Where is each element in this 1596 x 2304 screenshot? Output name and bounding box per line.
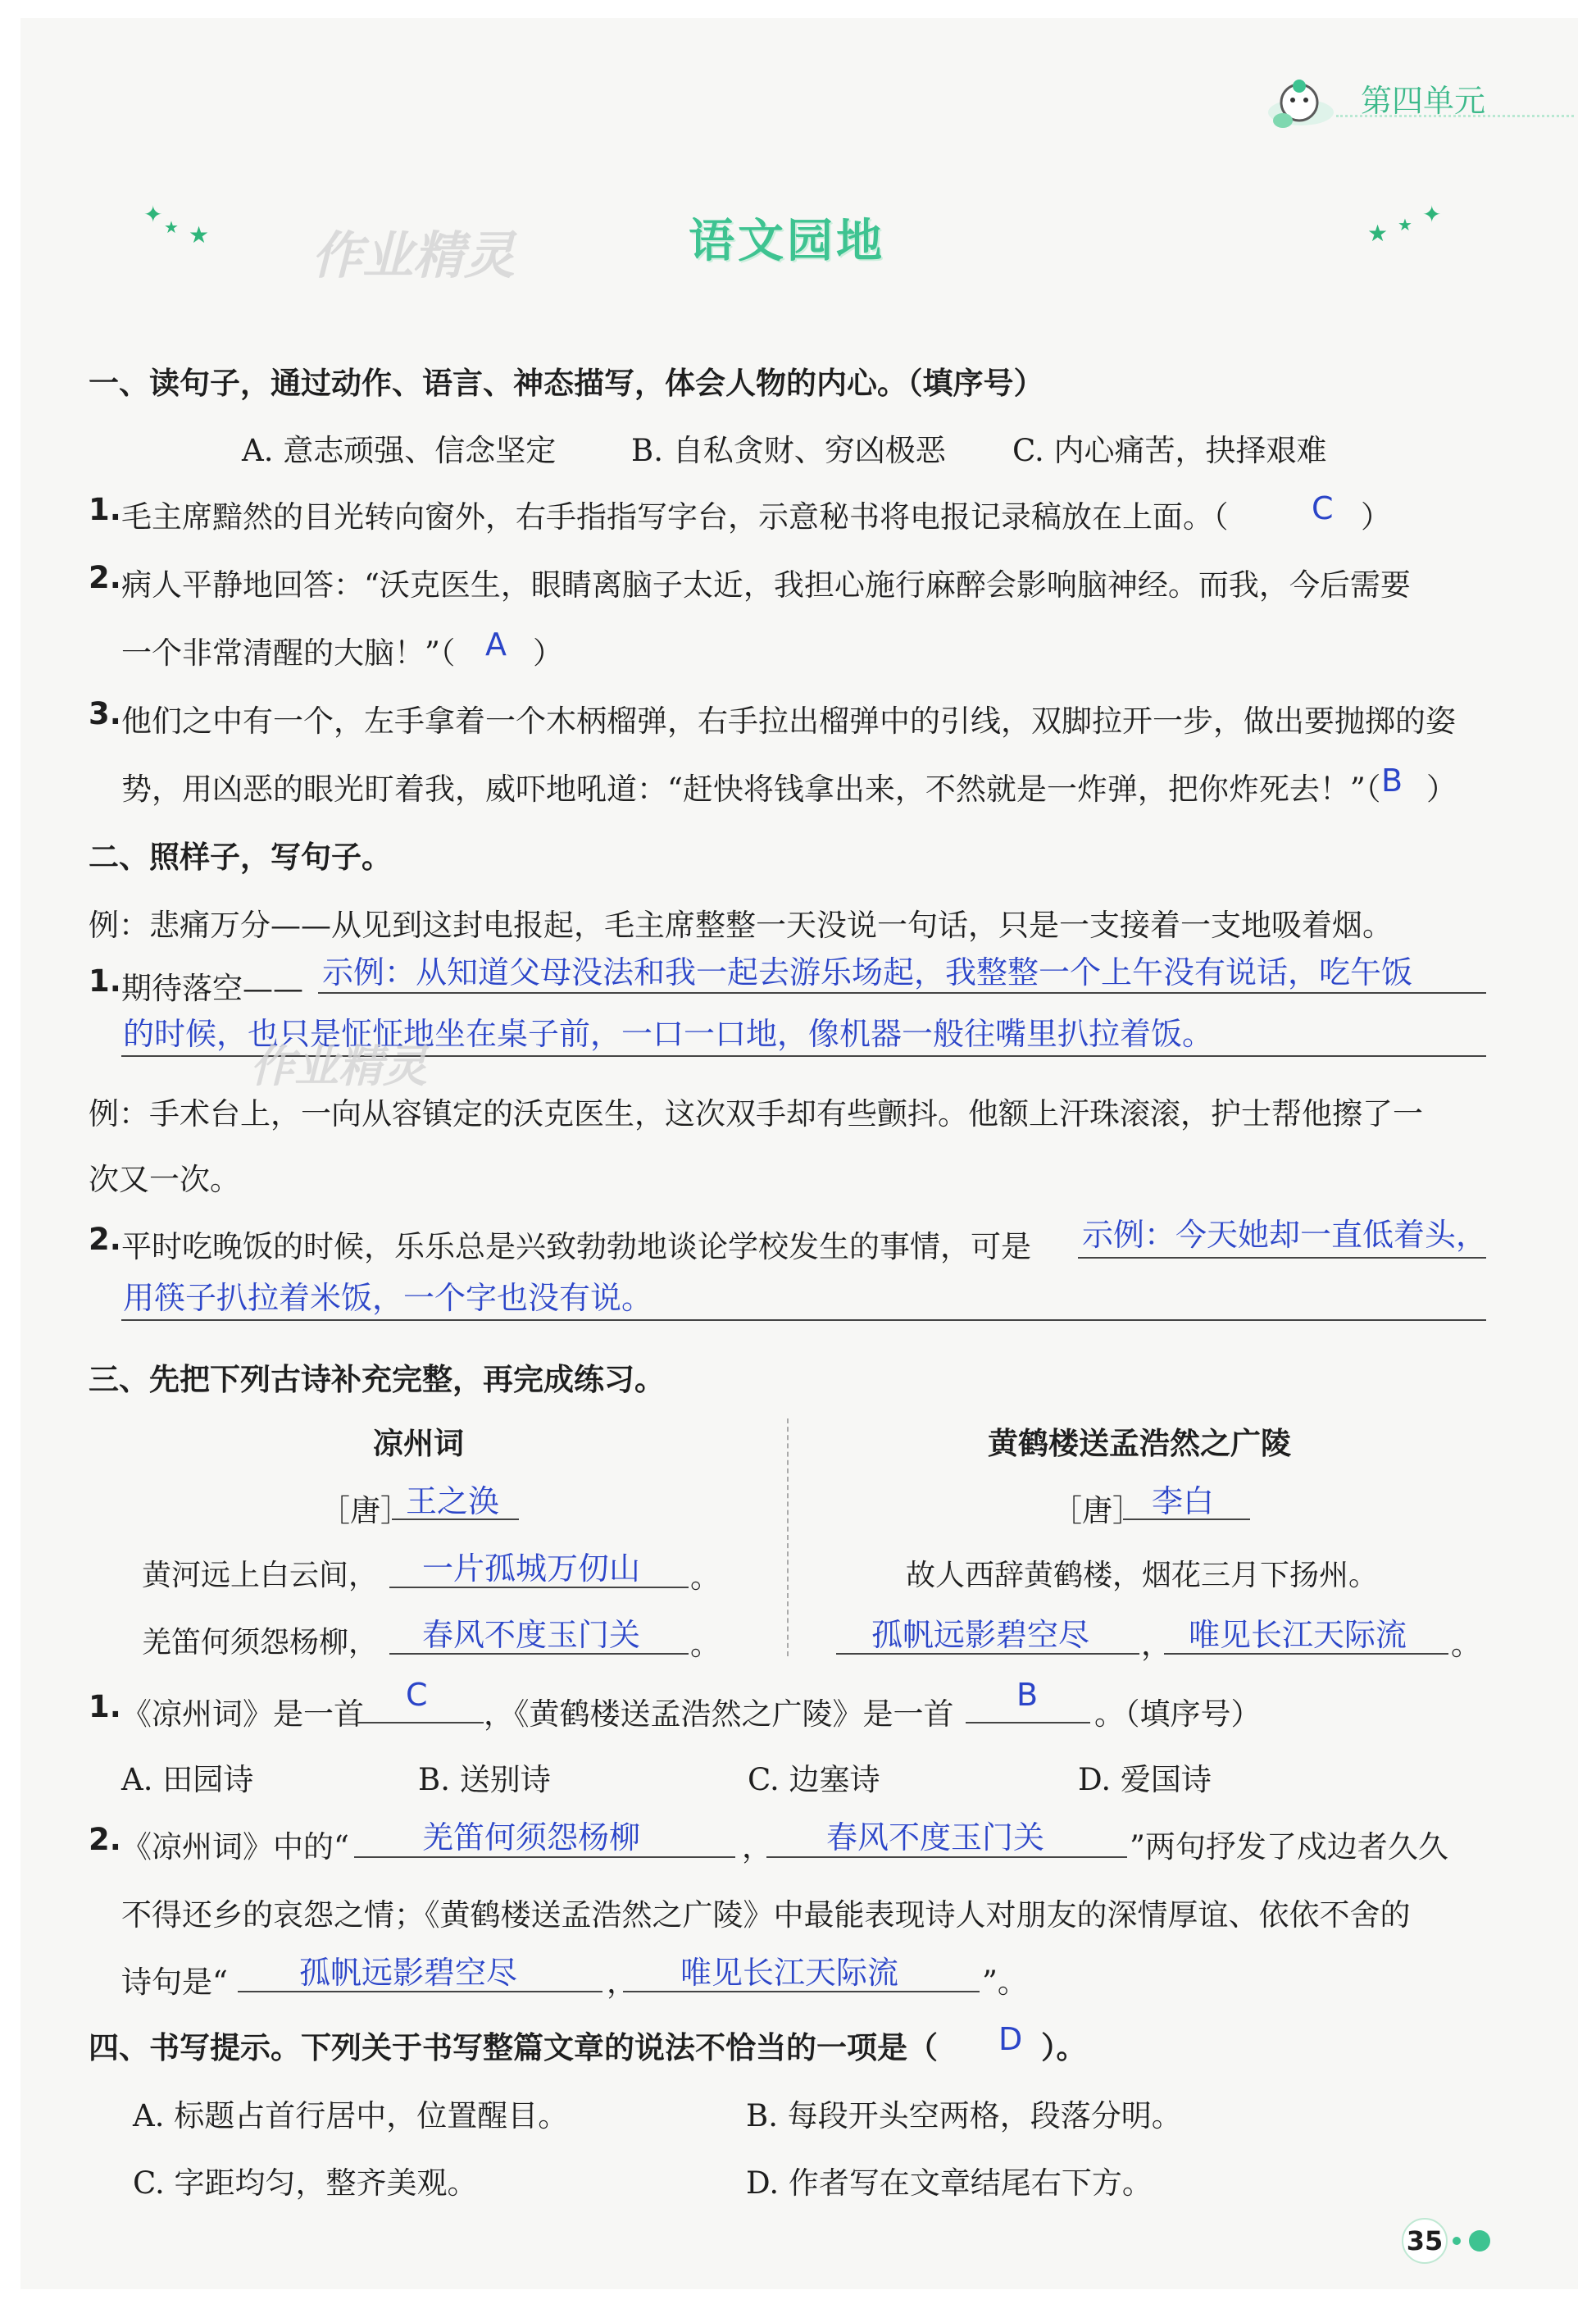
cartoon-mascot-icon bbox=[1266, 61, 1340, 135]
option-a: A. 意志顽强、信念坚定 bbox=[242, 433, 557, 468]
option-b: B. 送别诗 bbox=[418, 1762, 551, 1797]
option-b: B. 自私贪财、穷凶极恶 bbox=[631, 433, 946, 468]
answer-line bbox=[389, 1587, 689, 1588]
answer: C bbox=[406, 1677, 428, 1713]
answer-line bbox=[318, 992, 1486, 994]
item-number: 3. bbox=[89, 696, 121, 731]
star-icon: ★ bbox=[164, 217, 179, 237]
option-d: D. 爱国诗 bbox=[1078, 1762, 1212, 1797]
answer: B bbox=[1381, 763, 1403, 799]
section3-heading: 三、先把下列古诗补充完整，再完成练习。 bbox=[89, 1362, 665, 1397]
answer: 春风不度玉门关 bbox=[422, 1617, 641, 1653]
punct: 。 bbox=[1451, 1627, 1481, 1662]
page-number: 35 bbox=[1402, 2218, 1448, 2264]
punct: 。 bbox=[690, 1560, 721, 1595]
item-text: 势，用凶恶的眼光盯着我，威吓地吼道：“赶快将钱拿出来，不然就是一炸弹，把你炸死去！”（ bbox=[121, 772, 1381, 807]
answer-line bbox=[1123, 1519, 1250, 1520]
column-divider bbox=[787, 1418, 789, 1656]
question-text: ，《黄鹤楼送孟浩然之广陵》是一首 bbox=[484, 1696, 954, 1732]
poem-author: 李白 bbox=[1152, 1483, 1215, 1519]
answer-line bbox=[389, 1653, 689, 1655]
item-number: 2. bbox=[89, 1822, 121, 1857]
star-icon: ✦ bbox=[143, 201, 163, 228]
item-text: 他们之中有一个，左手拿着一个木柄榴弹，右手拉出榴弹中的引线，双脚拉开一步，做出要抛掷的姿 bbox=[121, 703, 1456, 739]
poem-line: 故人西辞黄鹤楼，烟花三月下扬州。 bbox=[906, 1559, 1379, 1592]
example-sentence: 例：手术台上，一向从容镇定的沃克医生，这次双手却有些颤抖。他额上汗珠滚滚，护士帮他擦了一 bbox=[89, 1096, 1423, 1132]
answer-line bbox=[238, 1991, 602, 1992]
answer: D bbox=[998, 2021, 1023, 2057]
page-title: 语文园地 bbox=[689, 215, 885, 268]
question-text: 诗句是“ bbox=[121, 1965, 228, 2000]
option-c: C. 内心痛苦，抉择艰难 bbox=[1012, 433, 1327, 468]
poem-author: 王之涣 bbox=[406, 1483, 500, 1519]
answer: 孤帆远影碧空尽 bbox=[299, 1955, 518, 1991]
poem-dynasty: ［唐］ bbox=[320, 1493, 411, 1528]
question-text: 《凉州词》中的“ bbox=[121, 1829, 349, 1865]
answer: 孤帆远影碧空尽 bbox=[871, 1617, 1090, 1653]
item-prompt: 平时吃晚饭的时候，乐乐总是兴致勃勃地谈论学校发生的事情，可是 bbox=[121, 1229, 1031, 1264]
answer: 示例：从知道父母没法和我一起去游乐场起，我整整一个上午没有说话，吃午饭 bbox=[322, 954, 1413, 990]
example-sentence: 例：悲痛万分——从见到这封电报起，毛主席整整一天没说一句话，只是一支接着一支地吸着烟。 bbox=[89, 908, 1393, 943]
answer-line bbox=[121, 1319, 1486, 1321]
answer-line bbox=[357, 1722, 484, 1723]
section2-heading: 二、照样子，写句子。 bbox=[89, 840, 392, 875]
star-icon: ★ bbox=[1398, 215, 1412, 234]
answer: C bbox=[1312, 490, 1334, 526]
item-text: 病人平静地回答：“沃克医生，眼睛离脑子太近，我担心施行麻醉会影响脑神经。而我，今后需要 bbox=[121, 567, 1411, 603]
paren-close: ） bbox=[1426, 772, 1457, 807]
section1-heading: 一、读句子，通过动作、语言、神态描写，体会人物的内心。（填序号） bbox=[89, 366, 1044, 401]
answer-line bbox=[623, 1991, 980, 1992]
item-prompt: 期待落空—— bbox=[121, 971, 303, 1006]
option-c: C. 边塞诗 bbox=[748, 1762, 880, 1797]
item-text: 毛主席黯然的目光转向窗外，右手指指写字台，示意秘书将电报记录稿放在上面。（ bbox=[121, 499, 1229, 535]
item-number: 1. bbox=[89, 1689, 121, 1724]
unit-label: 第四单元 bbox=[1361, 83, 1486, 119]
item-number: 1. bbox=[89, 492, 121, 527]
item-number: 2. bbox=[89, 1222, 121, 1257]
answer-line bbox=[966, 1722, 1090, 1723]
paren-close: ） bbox=[533, 635, 563, 671]
question-text: 不得还乡的哀怨之情；《黄鹤楼送孟浩然之广陵》中最能表现诗人对朋友的深情厚谊、依依不舍的 bbox=[121, 1897, 1411, 1933]
example-sentence: 次又一次。 bbox=[89, 1162, 240, 1197]
option-a: A. 标题占首行居中，位置醒目。 bbox=[133, 2098, 569, 2133]
answer: 春风不度玉门关 bbox=[826, 1819, 1045, 1855]
punct: ， bbox=[1141, 1627, 1171, 1662]
poem-line: 羌笛何须怨杨柳， bbox=[142, 1626, 379, 1660]
option-c: C. 字距均匀，整齐美观。 bbox=[133, 2165, 478, 2201]
item-number: 1. bbox=[89, 963, 121, 999]
option-b: B. 每段开头空两格，段落分明。 bbox=[746, 2098, 1182, 2133]
watermark: 作业精灵 bbox=[311, 225, 516, 285]
option-d: D. 作者写在文章结尾右下方。 bbox=[746, 2165, 1153, 2201]
answer-line bbox=[354, 1856, 735, 1858]
answer: 用筷子扒拉着米饭，一个字也没有说。 bbox=[123, 1280, 653, 1316]
answer: B bbox=[1016, 1677, 1039, 1713]
section4-heading-end: ）。 bbox=[1041, 2030, 1087, 2065]
question-text: 。（填序号） bbox=[1094, 1696, 1262, 1732]
question-text: 《凉州词》是一首 bbox=[121, 1696, 364, 1732]
answer-line bbox=[1164, 1653, 1448, 1655]
answer: 示例：今天她却一直低着头， bbox=[1082, 1217, 1488, 1253]
answer-line bbox=[836, 1653, 1139, 1655]
star-icon: ✦ bbox=[1422, 201, 1442, 228]
answer: A bbox=[485, 626, 507, 663]
section4-heading: 四、书写提示。下列关于书写整篇文章的说法不恰当的一项是（ bbox=[89, 2030, 938, 2065]
poem-dynasty: ［唐］ bbox=[1052, 1493, 1143, 1528]
answer: 的时候，也只是怔怔地坐在桌子前，一口一口地，像机器一般往嘴里扒拉着饭。 bbox=[123, 1016, 1214, 1052]
watermark: 作业精灵 bbox=[250, 1040, 427, 1092]
answer-line bbox=[766, 1856, 1127, 1858]
question-text: ”两句抒发了戍边者久久 bbox=[1130, 1829, 1448, 1865]
star-icon: ★ bbox=[1367, 220, 1389, 247]
punct: ， bbox=[607, 1965, 637, 2000]
option-a: A. 田园诗 bbox=[121, 1762, 254, 1797]
answer: 唯见长江天际流 bbox=[1189, 1617, 1407, 1653]
poem-title: 黄鹤楼送孟浩然之广陵 bbox=[988, 1426, 1291, 1461]
answer: 一片孤城万仞山 bbox=[422, 1550, 641, 1587]
paren-close: ） bbox=[1361, 499, 1391, 535]
poem-line: 黄河远上白云间， bbox=[142, 1559, 379, 1592]
answer-line bbox=[392, 1519, 519, 1520]
punct: ， bbox=[742, 1829, 772, 1865]
dot-icon bbox=[1453, 2237, 1461, 2245]
answer-line bbox=[1078, 1257, 1486, 1259]
item-number: 2. bbox=[89, 560, 121, 595]
punct: 。 bbox=[690, 1627, 721, 1662]
star-icon: ★ bbox=[189, 221, 210, 248]
dot-icon bbox=[1469, 2230, 1490, 2252]
poem-title: 凉州词 bbox=[373, 1426, 464, 1461]
answer: 唯见长江天际流 bbox=[680, 1955, 899, 1991]
question-text: ”。 bbox=[982, 1965, 1028, 2000]
item-text: 一个非常清醒的大脑！”（ bbox=[121, 635, 456, 671]
answer: 羌笛何须怨杨柳 bbox=[422, 1819, 641, 1855]
